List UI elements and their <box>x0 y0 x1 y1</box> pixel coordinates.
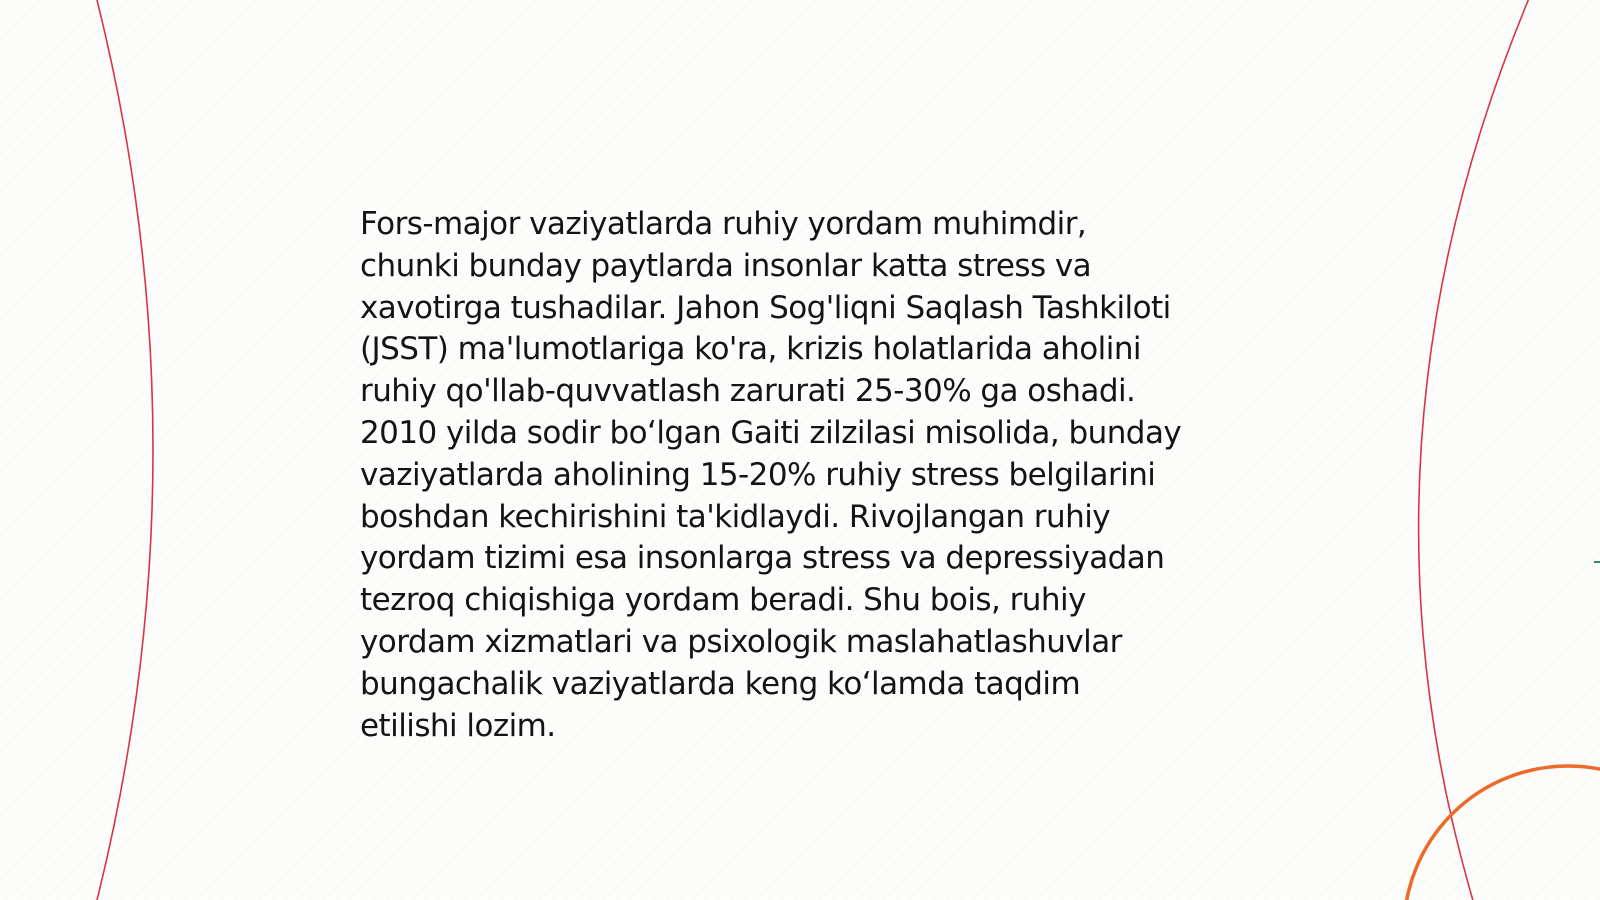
body-paragraph <box>360 204 1260 747</box>
paragraph-line: vaziyatlarda aholining 15-20% ruhiy stress belgilarini <box>360 456 1156 493</box>
paragraph-line: etilishi lozim. <box>360 707 556 744</box>
paragraph-line: (JSST) ma'lumotlariga ko'ra, krizis holatlarida aholini <box>360 331 1141 368</box>
right-frame-arc <box>1419 0 1530 900</box>
paragraph-line: Fors-major vaziyatlarda ruhiy yordam muhimdir, <box>360 206 1087 242</box>
paragraph-line: yordam xizmatlari va psixologik maslahatlashuvlar <box>360 623 1122 660</box>
paragraph-line: bungachalik vaziyatlarda keng koʻlamda taqdim <box>360 665 1081 702</box>
paragraph-line: yordam tizimi esa insonlarga stress va depressiyadan <box>360 540 1165 577</box>
paragraph-line: chunki bunday paytlarda insonlar katta stress va <box>360 247 1092 284</box>
paragraph-line: boshdan kechirishini ta'kidlaydi. Rivojlangan ruhiy <box>360 498 1111 535</box>
paragraph-line: xavotirga tushadilar. Jahon Sog'liqni Saqlash Tashkiloti <box>360 289 1171 326</box>
orange-accent-circle <box>1404 766 1600 900</box>
paragraph-line: 2010 yilda sodir boʻlgan Gaiti zilzilasi misolida, bunday <box>360 414 1182 451</box>
left-frame-arc <box>96 0 153 900</box>
paragraph-line: tezroq chiqishiga yordam beradi. Shu bois, ruhiy <box>360 582 1086 619</box>
paragraph-line: ruhiy qo'llab-quvvatlash zarurati 25-30% ga oshadi. <box>360 373 1136 410</box>
